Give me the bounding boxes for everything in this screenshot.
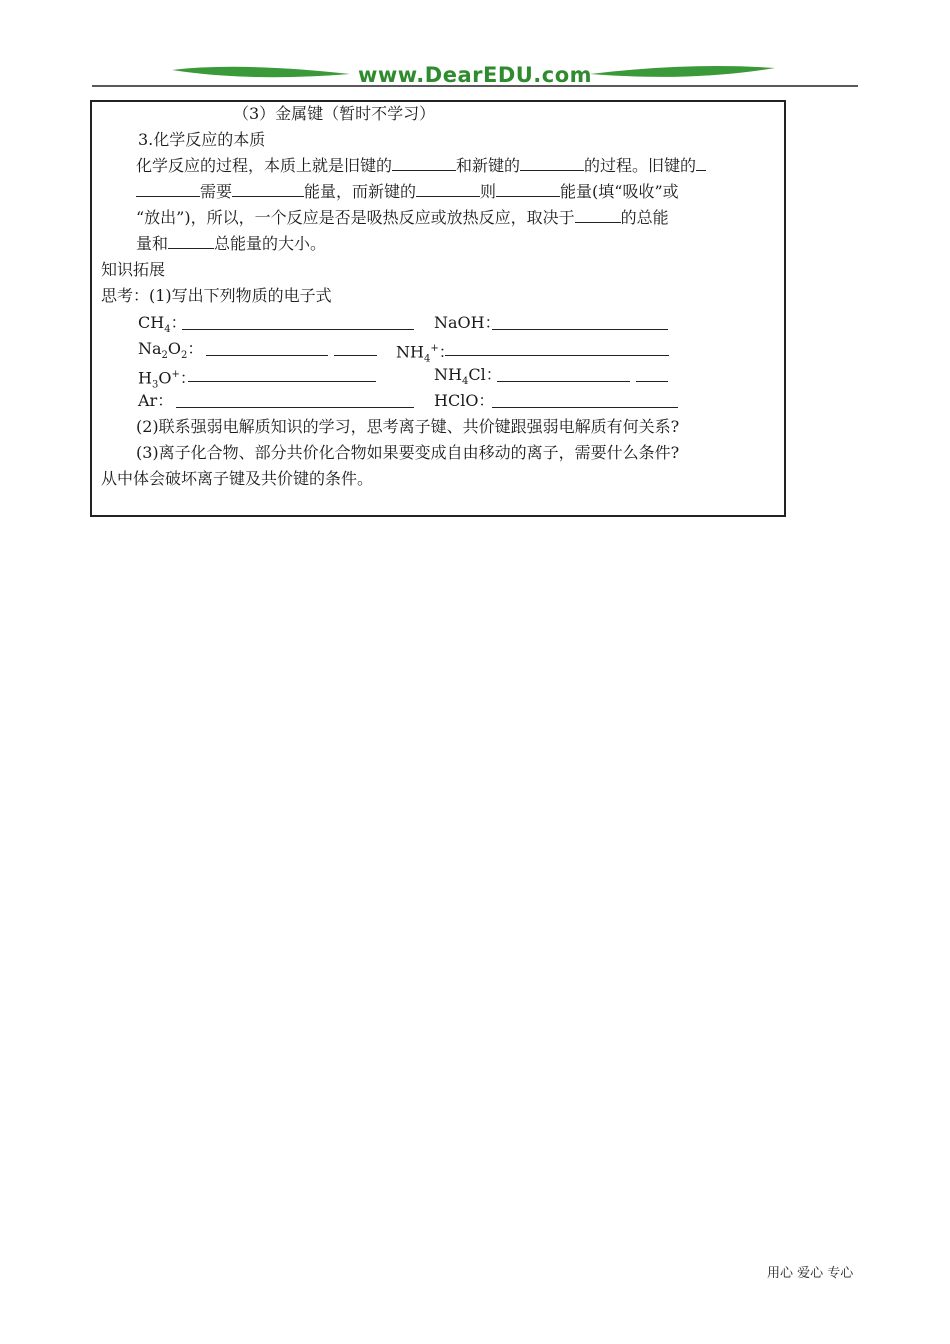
answer-blank[interactable] [136, 181, 200, 197]
naoh-answer-line[interactable] [492, 328, 668, 330]
answer-blank[interactable] [168, 233, 214, 249]
paragraph-line-4: 量和 总能量的大小。 [136, 234, 327, 253]
metal-bond-line: （3）金属键（暂时不学习） [233, 104, 436, 123]
na2o2-answer-line-2[interactable] [334, 354, 377, 356]
answer-blank[interactable] [520, 155, 584, 171]
answer-blank[interactable] [416, 181, 480, 197]
think-question-3-line-1: (3)离子化合物、部分共价化合物如果要变成自由移动的离子，需要什么条件? [136, 443, 680, 462]
ar-answer-line[interactable] [176, 406, 414, 408]
paragraph-line-1: 化学反应的过程，本质上就是旧键的 和新键的 的过程。旧键的 [136, 155, 706, 177]
h3o-answer-line[interactable] [188, 380, 376, 382]
paragraph-line-2: 需要 能量，而新键的 则 能量(填“吸收”或 [136, 181, 679, 203]
nh4cl-answer-line-2[interactable] [636, 380, 668, 382]
formula-hclo: HClO： [434, 391, 495, 410]
think-question-1: 思考：(1)写出下列物质的电子式 [101, 286, 332, 305]
expand-heading: 知识拓展 [101, 260, 166, 279]
answer-blank[interactable] [496, 181, 560, 197]
formula-naoh: NaOH： [434, 313, 501, 332]
na2o2-answer-line[interactable] [206, 354, 328, 356]
formula-ch4: $CH_4$： [138, 313, 187, 336]
formula-nh4cl: $NH_4Cl$： [434, 365, 502, 388]
paragraph-line-3: “放出”)，所以，一个反应是否是吸热反应或放热反应，取决于 的总能 [136, 208, 669, 227]
page-header [0, 0, 950, 92]
answer-blank[interactable] [232, 181, 304, 197]
answer-blank[interactable] [575, 207, 621, 223]
section-title: 3.化学反应的本质 [138, 130, 266, 149]
answer-blank[interactable] [392, 155, 456, 171]
think-question-3-line-2: 从中体会破坏离子键及共价键的条件。 [101, 469, 374, 488]
formula-na2o2: $Na_2O_2$： [138, 339, 204, 362]
nh4cl-answer-line[interactable] [497, 380, 630, 382]
footer-motto: 用心 爱心 专心 [767, 1266, 854, 1281]
formula-h3o: $H_3O^+$： [138, 368, 196, 391]
nh4-answer-line[interactable] [445, 354, 669, 356]
answer-blank[interactable] [696, 155, 706, 171]
site-logo-text: www.DearEDU.com [357, 63, 593, 87]
think-question-2: (2)联系强弱电解质知识的学习，思考离子键、共价键跟强弱电解质有何关系? [136, 417, 680, 436]
formula-nh4: $NH_4^+$： [396, 342, 455, 365]
hclo-answer-line[interactable] [492, 406, 678, 408]
ch4-answer-line[interactable] [182, 328, 414, 330]
formula-ar: Ar： [138, 391, 174, 410]
